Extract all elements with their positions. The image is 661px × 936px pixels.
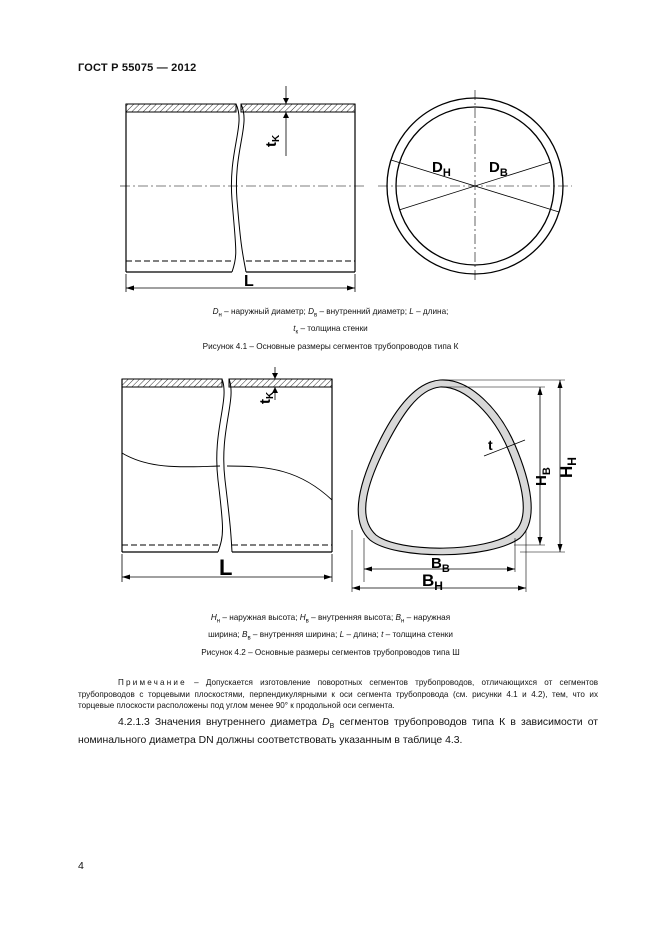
svg-text:HB: $H_B$ bbox=[533, 467, 553, 486]
figure-4-1-caption: Рисунок 4.1 – Основные размеры сегментов трубопроводов типа К bbox=[202, 342, 459, 351]
label-L: L bbox=[244, 273, 254, 290]
figure-4-1-legend-line1: $D_н$ – наружный диаметр; $D_в$ – внутренний диаметр; L – длина; bbox=[212, 307, 449, 319]
break-line bbox=[231, 104, 239, 272]
label-DB: $D_B$ bbox=[489, 159, 508, 179]
profile-inner bbox=[366, 387, 524, 548]
svg-text:BB: $B_B$ bbox=[431, 555, 450, 575]
note bbox=[78, 677, 598, 712]
note-label: Примечание bbox=[118, 678, 187, 687]
svg-text:L: L bbox=[219, 555, 233, 580]
figure-4-1-drawing bbox=[0, 0, 661, 300]
label-tk: $t_K$ bbox=[263, 134, 282, 147]
svg-text:tK: $t_K$ bbox=[257, 391, 276, 404]
figure-4-2-caption: Рисунок 4.2 – Основные размеры сегментов трубопроводов типа Ш bbox=[201, 648, 460, 657]
figure-4-2-drawing bbox=[0, 360, 661, 600]
figure-4-2-legend-line2: ширина; $B_в$ – внутренняя ширина; L – длина; t – толщина стенки bbox=[208, 630, 453, 642]
figure-4-1-legend-line2: $t_к$ – толщина стенки bbox=[293, 324, 368, 336]
svg-text:t: t bbox=[488, 437, 493, 453]
page-number: 4 bbox=[78, 860, 84, 872]
paragraph-4-2-1-3: 4.2.1.3 Значения внутреннего диаметра $D_B$ сегментов трубопроводов типа К в зависимости от номинального диаметра DN должны соответствовать указанным в таблице 4.3. bbox=[78, 717, 599, 746]
pipe-wall-right bbox=[241, 104, 355, 112]
pipe-wall-left bbox=[126, 104, 236, 112]
figure-4-2-legend-line1: $H_н$ – наружная высота; $H_в$ – внутренняя высота; $B_н$ – наружная bbox=[210, 613, 451, 625]
note-text: – Допускается изготовление поворотных сегментов трубопроводов, отличающихся от сегментов трубопроводов с торцевыми плоскостями, перпендикулярными к оси сегмента трубопровода (см. рисунки 4.1 и 4.2), тем, что их торцевые плоскости расположены под углом менее 90° к продольной оси сегмента. bbox=[78, 678, 598, 711]
svg-text:BH: $B_H$ bbox=[422, 571, 443, 593]
svg-text:HH: $H_H$ bbox=[557, 457, 579, 478]
document-header: ГОСТ Р 55075 — 2012 bbox=[78, 62, 197, 74]
label-DH: $D_H$ bbox=[432, 159, 451, 179]
